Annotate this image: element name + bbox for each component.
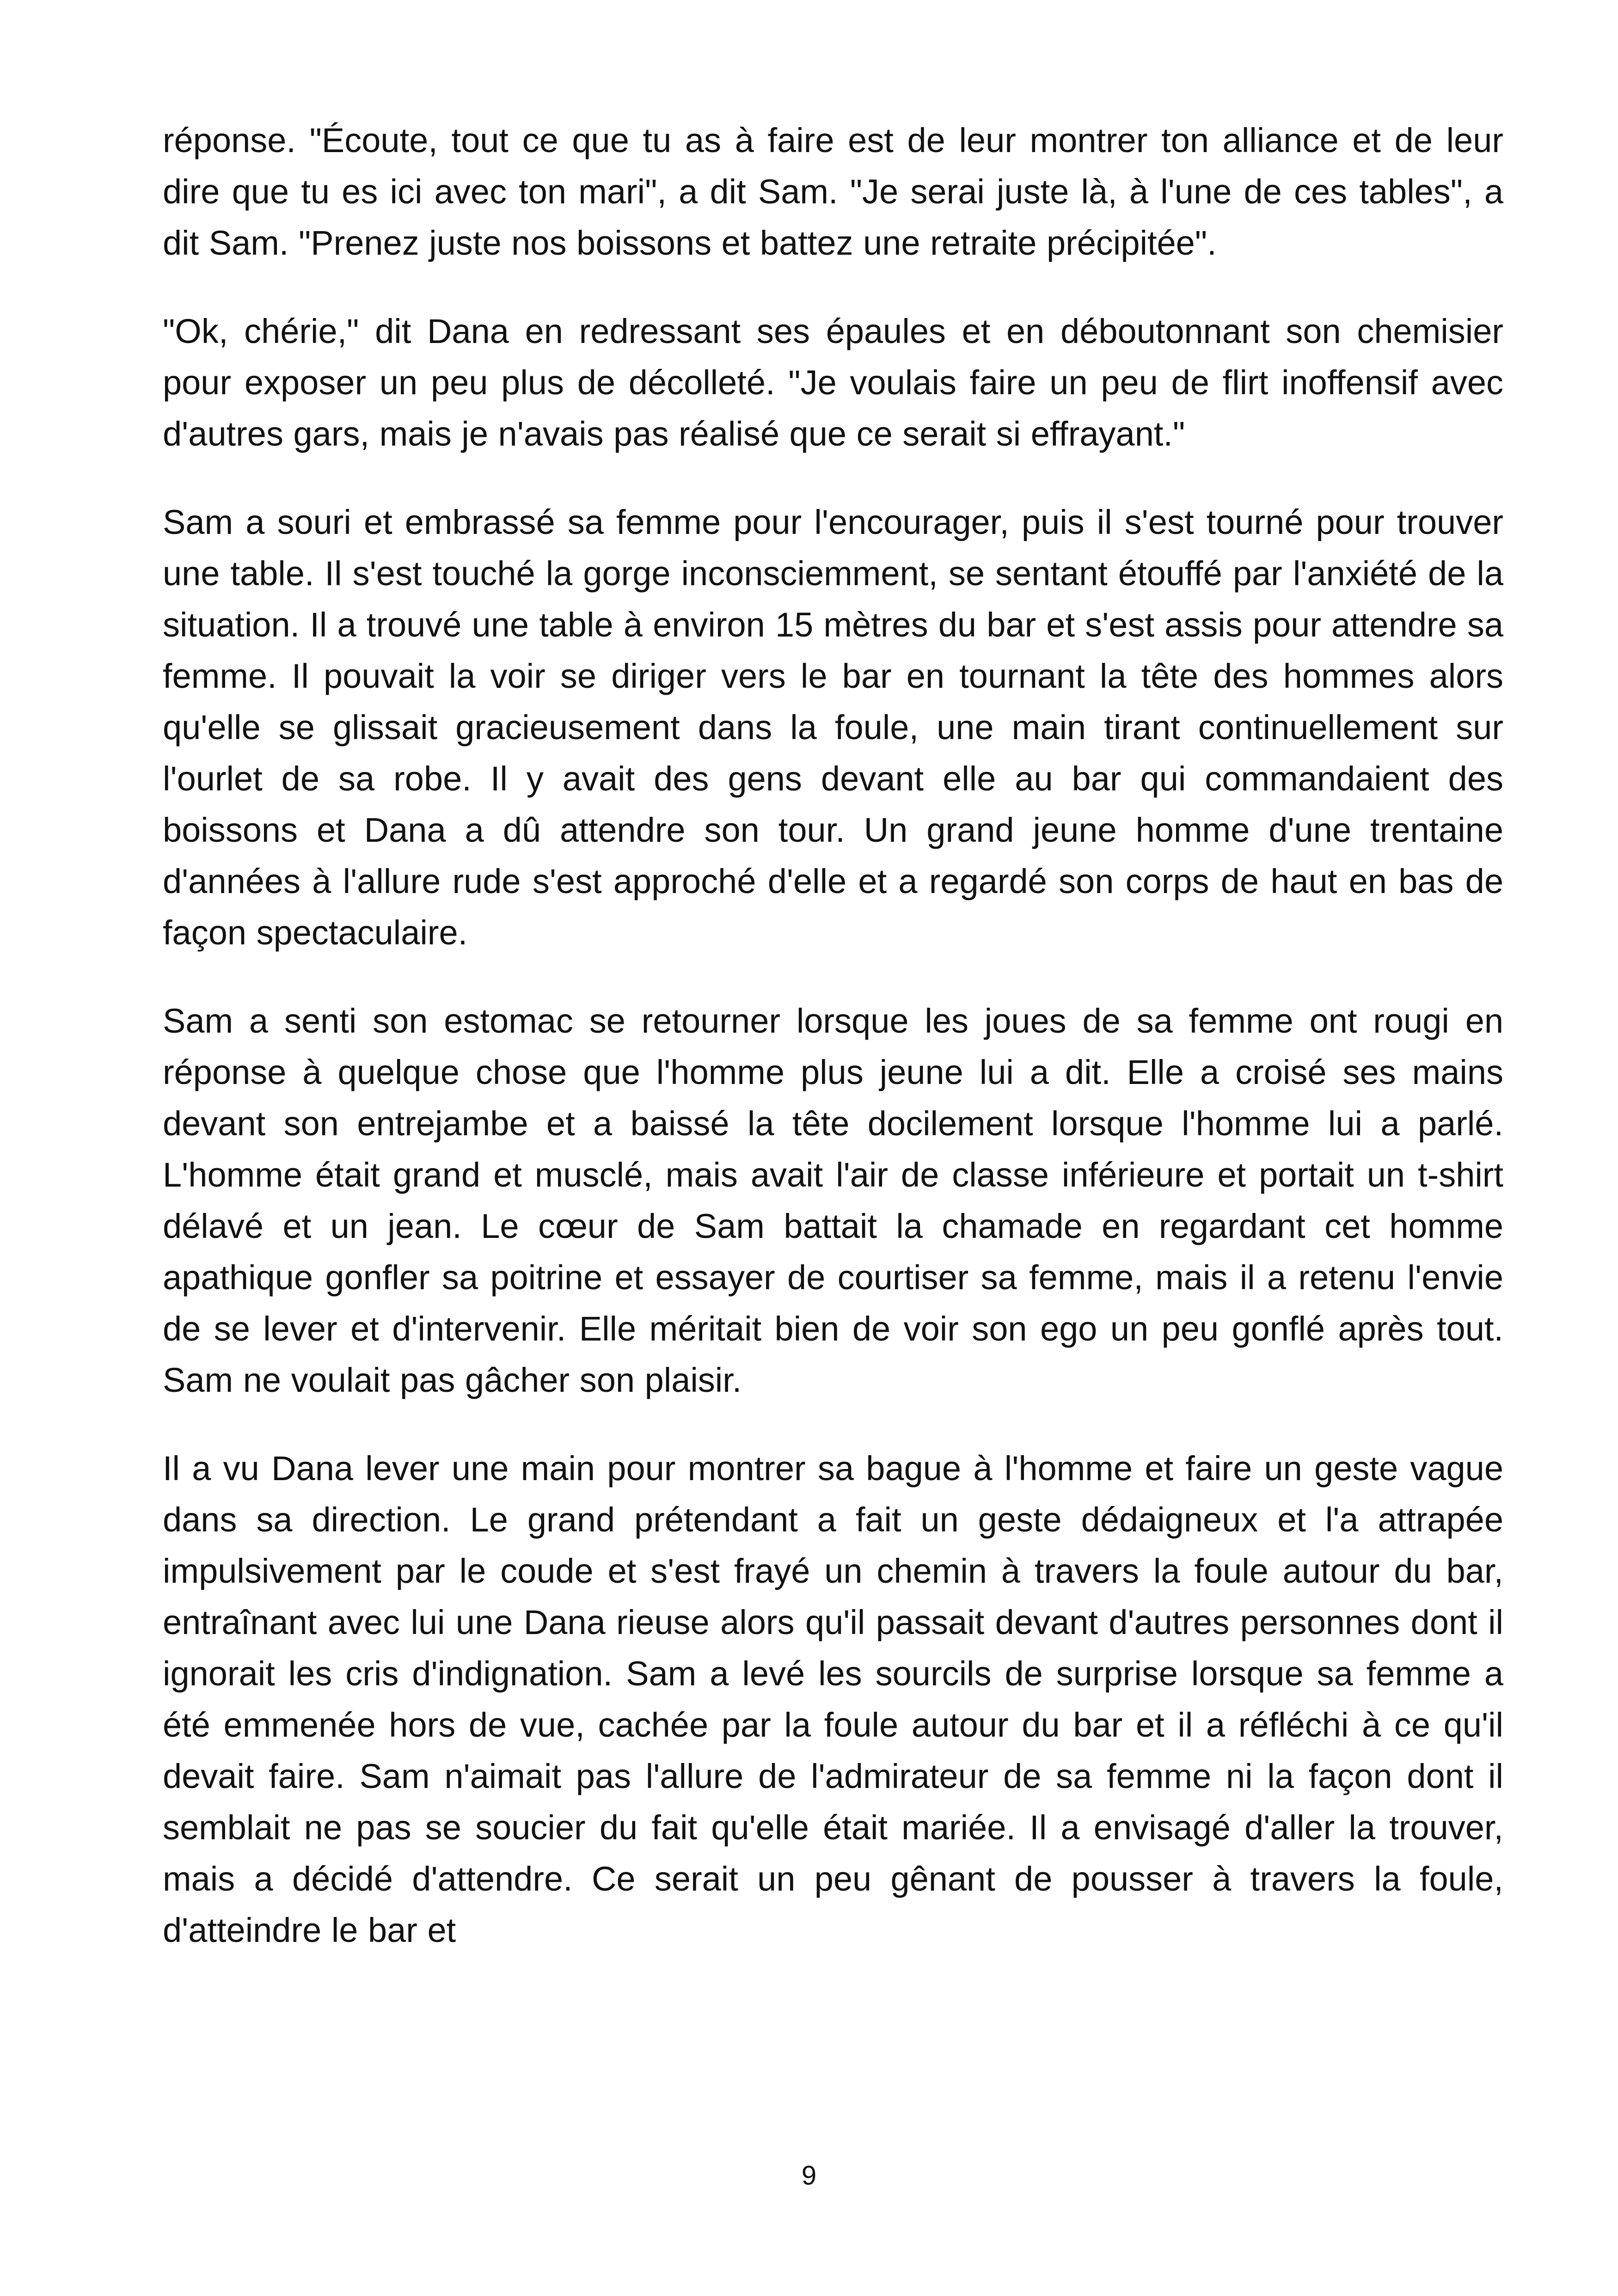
paragraph-5: Il a vu Dana lever une main pour montrer sa bague à l'homme et faire un geste vague dans sa direction. Le grand prétendant a fait un geste dédaigneux et l'a attrapée impulsivement par le coude et s'est frayé un chemin à travers la foule autour du bar, entraînant avec lui une Dana rieuse alors qu'il passait devant d'autres personnes dont il ignorait les cris d'indignation. Sam a levé les sourcils de surprise lorsque sa femme a été emmenée hors de vue, cachée par la foule autour du bar et il a réfléchi à ce qu'il devait faire. Sam n'aimait pas l'allure de l'admirateur de sa femme ni la façon dont il semblait ne pas se soucier du fait qu'elle était mariée. Il a envisagé d'aller la trouver, mais a décidé d'attendre. Ce serait un peu gênant de pousser à travers la foule, d'atteindre le bar et <box>163 1449 1503 1949</box>
paragraph-2: "Ok, chérie," dit Dana en redressant ses épaules et en déboutonnant son chemisier pour exposer un peu plus de décolleté. "Je voulais faire un peu de flirt inoffensif avec d'autres gars, mais je n'avais pas réalisé que ce serait si effrayant." <box>163 312 1503 453</box>
page-number: 9 <box>801 2161 817 2191</box>
body-text <box>163 115 1503 1956</box>
paragraph-3: Sam a souri et embrassé sa femme pour l'encourager, puis il s'est tourné pour trouver une table. Il s'est touché la gorge inconsciemment, se sentant étouffé par l'anxiété de la situation. Il a trouvé une table à environ 15 mètres du bar et s'est assis pour attendre sa femme. Il pouvait la voir se diriger vers le bar en tournant la tête des hommes alors qu'elle se glissait gracieusement dans la foule, une main tirant continuellement sur l'ourlet de sa robe. Il y avait des gens devant elle au bar qui commandaient des boissons et Dana a dû attendre son tour. Un grand jeune homme d'une trentaine d'années à l'allure rude s'est approché d'elle et a regardé son corps de haut en bas de façon spectaculaire. <box>163 503 1503 952</box>
paragraph-1: réponse. "Écoute, tout ce que tu as à faire est de leur montrer ton alliance et de leur dire que tu es ici avec ton mari", a dit Sam. "Je serai juste là, à l'une de ces tables", a dit Sam. "Prenez juste nos boissons et battez une retraite précipitée". <box>163 121 1503 262</box>
paragraph-4: Sam a senti son estomac se retourner lorsque les joues de sa femme ont rougi en réponse à quelque chose que l'homme plus jeune lui a dit. Elle a croisé ses mains devant son entrejambe et a baissé la tête docilement lorsque l'homme lui a parlé. L'homme était grand et musclé, mais avait l'air de classe inférieure et portait un t-shirt délavé et un jean. Le cœur de Sam battait la chamade en regardant cet homme apathique gonfler sa poitrine et essayer de courtiser sa femme, mais il a retenu l'envie de se lever et d'intervenir. Elle méritait bien de voir son ego un peu gonflé après tout. Sam ne voulait pas gâcher son plaisir. <box>163 1002 1503 1399</box>
